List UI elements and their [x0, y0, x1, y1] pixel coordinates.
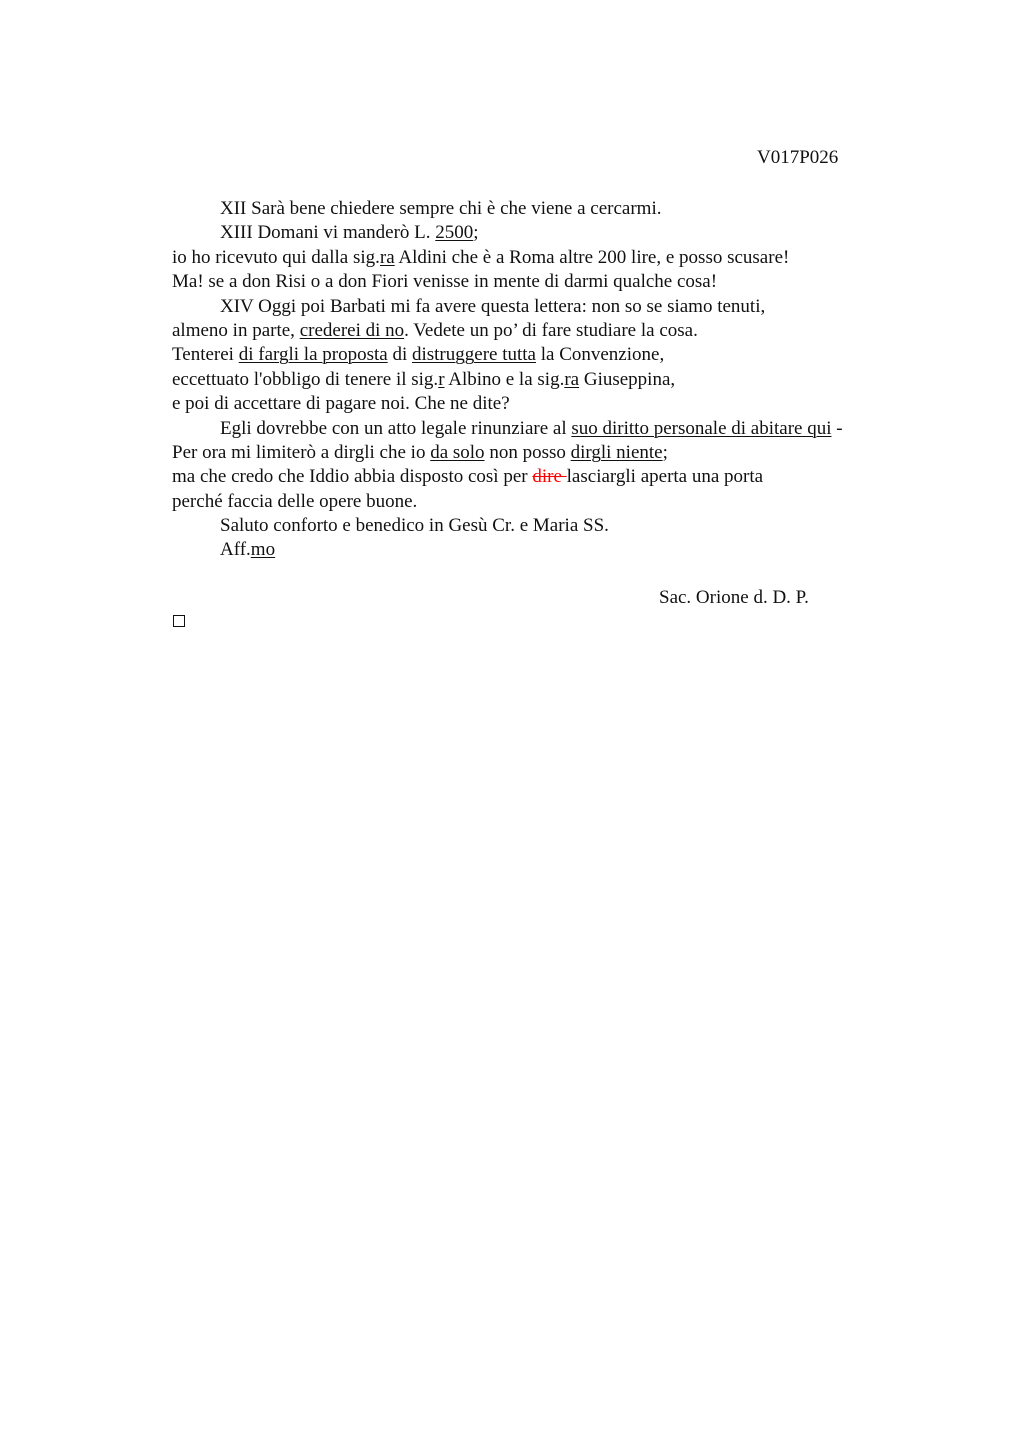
closing-greeting: [172, 514, 843, 538]
underlined-phrase: da solo: [430, 441, 485, 463]
text-run: Aldini che è a Roma altre 200 lire, e posso scusare!: [394, 246, 790, 268]
underlined-abbrev: ra: [379, 246, 395, 268]
text-run: non posso: [484, 441, 571, 463]
text-run: XIII Domani vi manderò L.: [220, 222, 436, 244]
text-run: XII Sarà bene chiedere sempre chi è che viene a cercarmi.: [220, 198, 662, 219]
text-run: Saluto conforto e benedico in Gesù Cr. e Maria SS.: [220, 515, 609, 537]
text-run: perché faccia delle opere buone.: [172, 490, 418, 512]
text-run: Per ora mi limiterò a dirgli che io: [172, 441, 431, 463]
underlined-phrase: di fargli la proposta: [238, 344, 388, 366]
signature: Sac. Orione d. D. P.: [659, 587, 809, 608]
paragraph-xiii: [172, 221, 843, 245]
text-run: Albino e la sig.: [444, 368, 565, 390]
text-run: ;: [662, 441, 668, 463]
deleted-word: dire: [532, 466, 567, 488]
underlined-phrase: dirgli niente: [570, 441, 663, 463]
paragraph-xiv: [172, 295, 843, 319]
text-run: -: [831, 417, 843, 439]
text-line: [172, 392, 843, 416]
underlined-amount: 2500: [435, 222, 474, 244]
text-run: Giuseppina,: [579, 368, 676, 390]
text-line: [172, 246, 843, 270]
text-run: Aff.: [220, 539, 251, 561]
underlined-phrase: crederei di no: [299, 319, 405, 341]
page-code: V017P026: [757, 147, 839, 168]
text-run: . Vedete un po’ di fare studiare la cosa.: [404, 319, 698, 341]
text-run: eccettuato l'obbligo di tenere il sig.: [172, 368, 439, 390]
text-run: Tenterei: [172, 344, 239, 366]
underlined-phrase: suo diritto personale di abitare qui: [571, 417, 832, 439]
text-run: di: [387, 344, 412, 366]
paragraph-xii: [172, 197, 843, 221]
text-run: Ma! se a don Risi o a don Fiori venisse in mente di darmi qualche cosa!: [172, 271, 718, 293]
underlined-abbrev: r: [438, 368, 445, 390]
text-line: [172, 368, 843, 392]
closing-affmo: [172, 538, 843, 562]
text-run: lasciargli aperta una porta: [566, 466, 764, 488]
text-line: [172, 490, 843, 514]
letter-body: [172, 197, 843, 563]
text-line: [172, 319, 843, 343]
text-line: [172, 441, 843, 465]
text-line: [172, 270, 843, 294]
text-line: [172, 465, 843, 489]
paragraph-egli: [172, 417, 843, 441]
end-marker-box-icon: [173, 615, 185, 627]
underlined-abbrev: ra: [564, 368, 580, 390]
underlined-phrase: distruggere tutta: [411, 344, 536, 366]
text-run: ma che credo che Iddio abbia disposto così per: [172, 466, 533, 488]
text-run: XIV Oggi poi Barbati mi fa avere questa lettera: non so se siamo tenuti,: [220, 295, 766, 317]
text-run: Egli dovrebbe con un atto legale rinunziare al: [220, 417, 572, 439]
underlined-abbrev: mo: [250, 539, 276, 561]
text-run: la Convenzione,: [535, 344, 665, 366]
text-run: e poi di accettare di pagare noi. Che ne dite?: [172, 393, 510, 415]
text-run: ;: [473, 222, 479, 244]
text-run: io ho ricevuto qui dalla sig.: [172, 246, 380, 268]
text-line: [172, 343, 843, 367]
text-run: almeno in parte,: [172, 319, 300, 341]
